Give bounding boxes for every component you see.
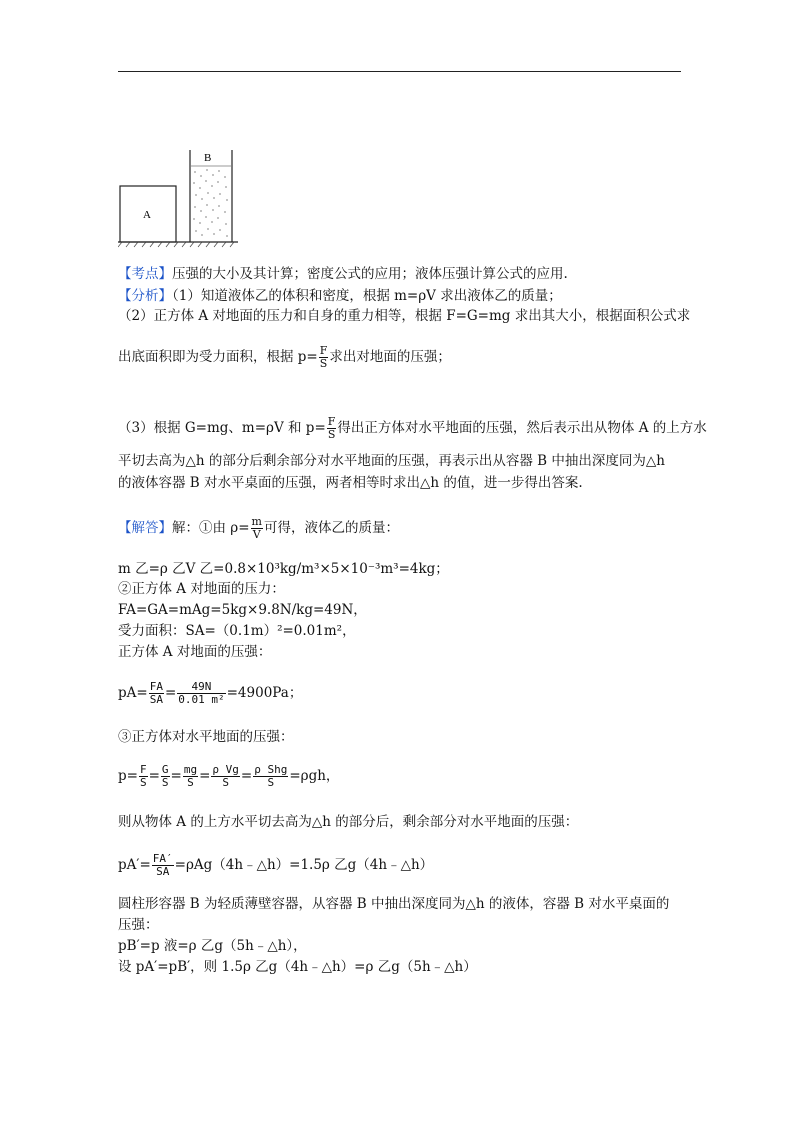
- fenxi-line-1: 【分析】（1）知道液体乙的体积和密度，根据 m=ρV 求出液体乙的质量；: [118, 288, 562, 304]
- jieda-line-2: m 乙=ρ 乙V 乙=0.8×10³kg/m³×5×10⁻³m³=4kg；: [118, 561, 449, 577]
- jieda-line-12: 圆柱形容器 B 为轻质薄壁容器，从容器 B 中抽出深度同为△h 的液体，容器 B 对水平桌面的: [118, 896, 670, 912]
- kaodian-line: [118, 265, 568, 283]
- fraction-49n-over-area: $\frac{49N}{\text{0.01 m²}}$: [178, 680, 225, 706]
- jieda-line-11: pA′= $\frac{FA'}{SA}$ =ρAg（4h﹣△h）=1.5ρ 乙g（4h﹣△h）: [118, 852, 434, 878]
- jieda-line-13: 压强：: [118, 917, 159, 933]
- fenxi-line-3: 出底面积即为受力面积，根据 p= $\frac{F}{S}$ 求出对地面的压强；: [118, 344, 451, 370]
- fenxi-line-6: 的液体容器 B 对水平桌面的压强，两者相等时求出△h 的值，进一步得出答案.: [118, 475, 583, 491]
- cube-label: A: [143, 209, 151, 221]
- jieda-line-8: ③正方体对水平地面的压强：: [118, 729, 294, 745]
- jieda-line-1: 【解答】解：①由 ρ= $\frac{m}{V}$ 可得，液体乙的质量：: [118, 515, 399, 541]
- jieda-line-7: pA= $\frac{FA}{SA}$ = $\frac{49N}{\text{0.01 m²}}$ =4900Pa；: [118, 680, 303, 706]
- fenxi-line-5: 平切去高为△h 的部分后剩余部分对水平地面的压强，再表示出从容器 B 中抽出深度同为△h: [118, 453, 665, 469]
- fenxi-tag: 【分析】: [118, 288, 172, 304]
- kaodian-tag: 【考点】: [118, 266, 172, 282]
- fraction-fa-prime-over-sa: $\frac{FA'}{SA}$: [152, 852, 173, 878]
- jieda-line-6: 正方体 A 对地面的压强：: [118, 644, 272, 660]
- container-label: B: [204, 152, 212, 164]
- diagram-cube-and-container: [118, 148, 238, 248]
- fraction-f-over-s-2: $\frac{F}{S}$: [327, 415, 336, 441]
- header-rule: [118, 71, 681, 72]
- fenxi-line-2: （2）正方体 A 对地面的压力和自身的重力相等，根据 F=G=mg 求出其大小，根据面积公式求: [118, 308, 691, 324]
- jieda-line-5: 受力面积：SA=（0.1m）²=0.01m²，: [118, 623, 356, 639]
- jieda-line-3: ②正方体 A 对地面的压力：: [118, 581, 285, 597]
- jieda-line-4: FA=GA=mAg=5kg×9.8N/kg=49N，: [118, 602, 367, 618]
- fraction-fa-over-sa: $\frac{FA}{SA}$: [149, 680, 163, 706]
- fraction-f-over-s: $\frac{F}{S}$: [319, 344, 328, 370]
- jieda-line-9: p= $\frac{F}{S}$ = $\frac{G}{S}$ = $\frac{mg}{S}$ = $\frac{\text{ρ Vg}}{S}$ = $\frac{\text{ρ Shg}}{S}$ =ρgh，: [118, 763, 340, 789]
- fenxi-line-4: （3）根据 G=mg、m=ρV 和 p= $\frac{F}{S}$ 得出正方体对水平地面的压强，然后表示出从物体 A 的上方水: [118, 415, 707, 441]
- jieda-line-10: 则从物体 A 的上方水平切去高为△h 的部分后，剩余部分对水平地面的压强：: [118, 814, 579, 830]
- jieda-line-14: pB′=p 液=ρ 乙g（5h﹣△h），: [118, 938, 307, 954]
- jieda-tag: 【解答】: [118, 520, 172, 536]
- jieda-line-15: 设 pA′=pB′，则 1.5ρ 乙g（4h﹣△h）=ρ 乙g（5h﹣△h）: [118, 959, 477, 975]
- kaodian-text: 压强的大小及其计算；密度公式的应用；液体压强计算公式的应用.: [172, 266, 568, 282]
- fraction-m-over-v: $\frac{m}{V}$: [251, 515, 262, 541]
